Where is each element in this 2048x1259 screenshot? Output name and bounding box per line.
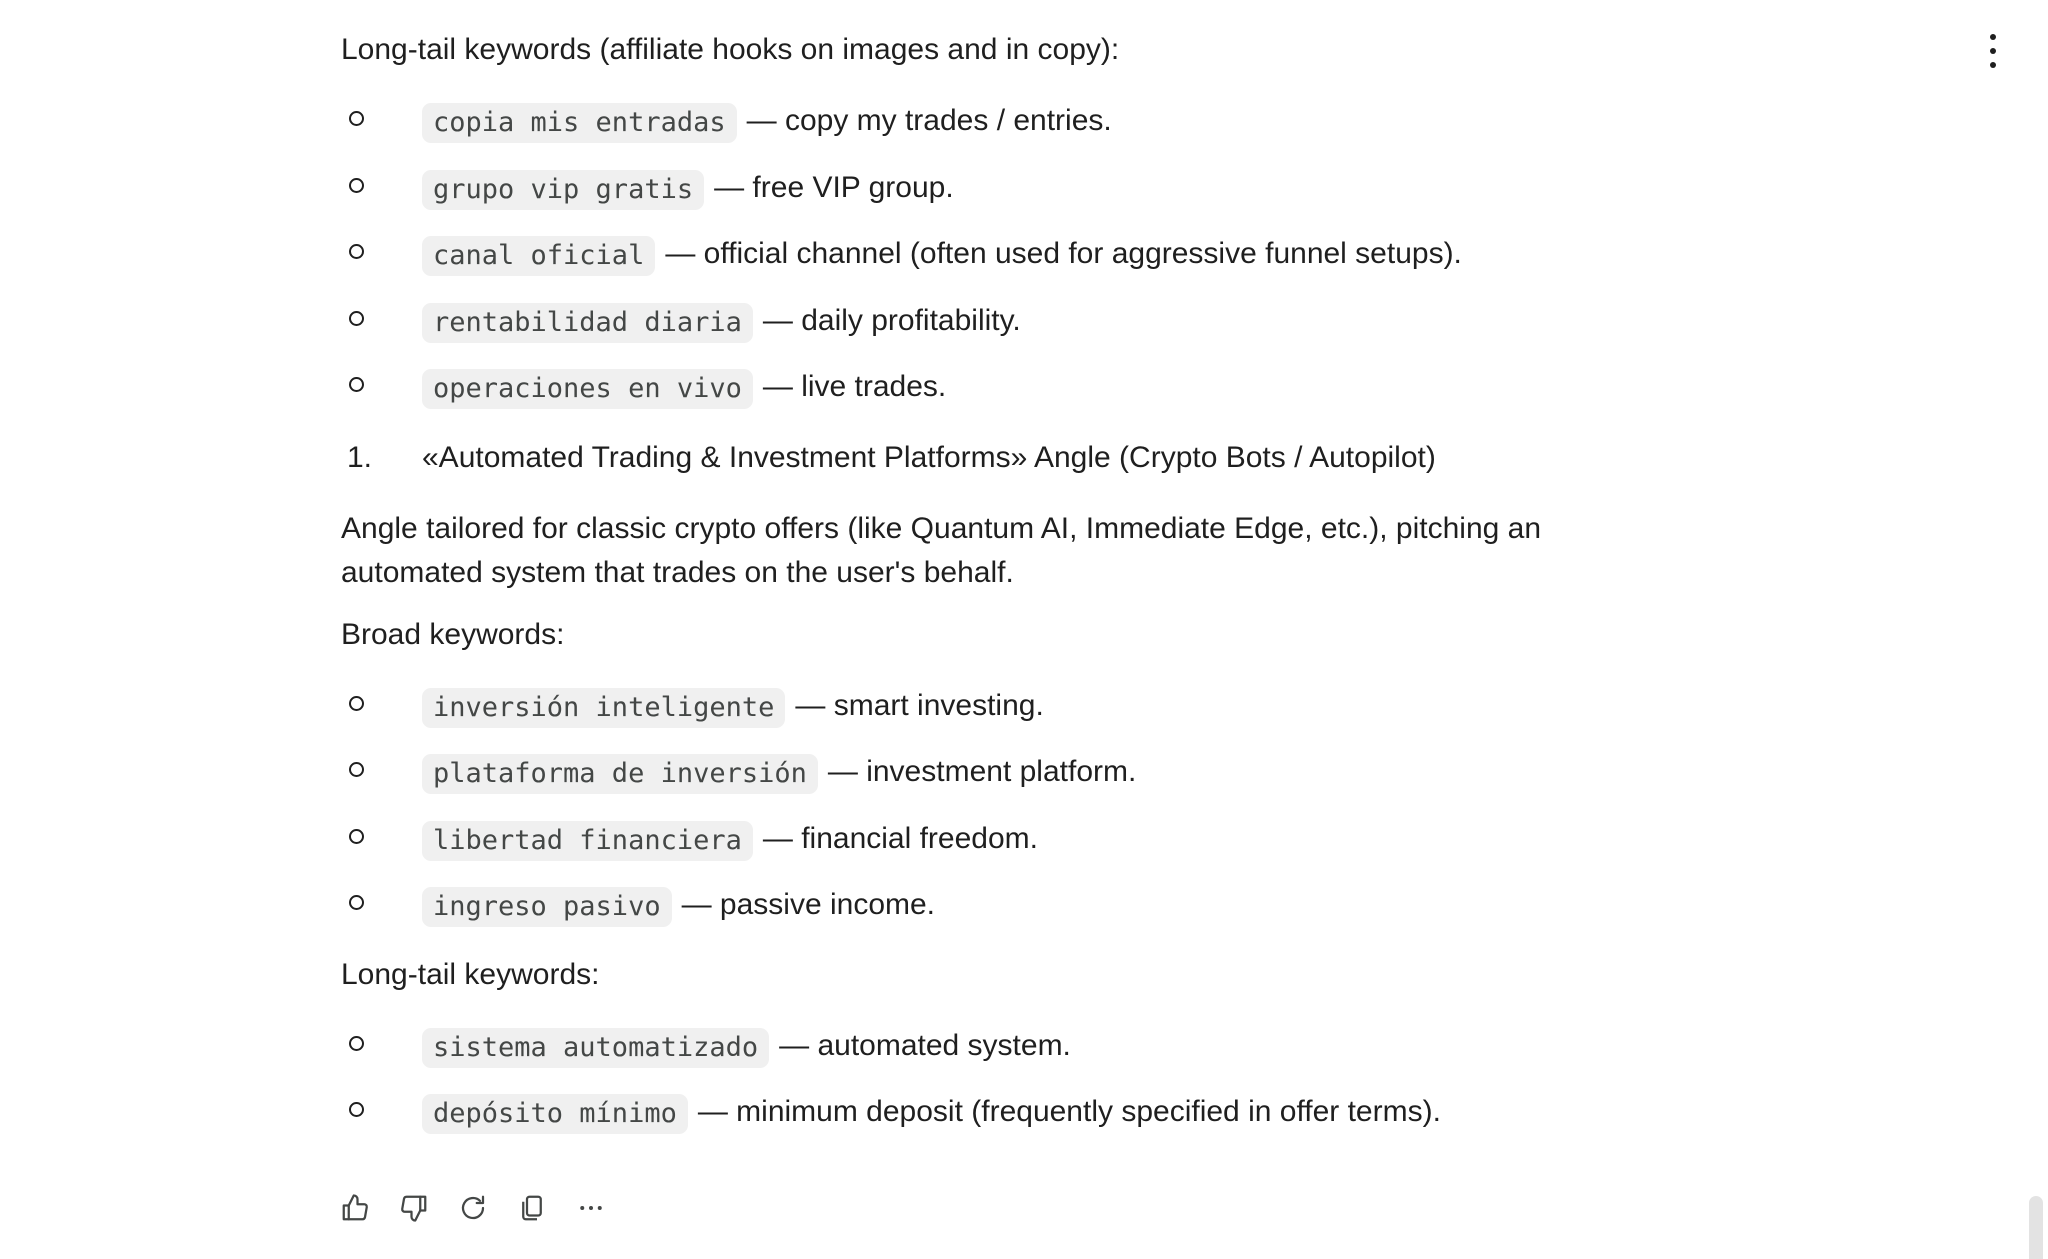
list-item: [341, 88, 1621, 155]
keyword-code: sistema automatizado: [422, 1028, 769, 1068]
response-actions-toolbar: [337, 1190, 632, 1226]
bullet-icon: [349, 178, 364, 193]
keyword-description: — live trades.: [762, 370, 947, 404]
keyword-code: copia mis entradas: [422, 103, 737, 143]
keyword-code: plataforma de inversión: [422, 754, 818, 794]
keyword-description: — automated system.: [779, 1028, 1071, 1062]
keyword-description: — official channel (often used for aggressive funnel setups).: [665, 237, 1462, 271]
keyword-description: — financial freedom.: [762, 821, 1038, 855]
bullet-icon: [349, 829, 364, 844]
keyword-code: inversión inteligente: [422, 688, 785, 728]
more-horizontal-icon: [576, 1193, 606, 1223]
longtail-hooks-list: [341, 88, 1621, 421]
regenerate-button[interactable]: [455, 1190, 491, 1226]
dot-icon: [1990, 48, 1996, 54]
keyword-description: — smart investing.: [795, 688, 1044, 722]
bullet-icon: [349, 244, 364, 259]
copy-icon: [517, 1193, 547, 1223]
list-item: [341, 354, 1621, 421]
list-item: [341, 155, 1621, 222]
bullet-icon: [349, 696, 364, 711]
keyword-code: libertad financiera: [422, 821, 753, 861]
numbered-heading-text: «Automated Trading & Investment Platforms» Angle (Crypto Bots / Autopilot): [422, 440, 1436, 474]
keyword-description: — copy my trades / entries.: [746, 104, 1112, 138]
keyword-description: — daily profitability.: [762, 303, 1021, 337]
list-item: [341, 288, 1621, 355]
bullet-icon: [349, 111, 364, 126]
broad-keywords-list: [341, 673, 1621, 939]
keyword-code: depósito mínimo: [422, 1094, 688, 1134]
longtail-keywords-list: [341, 1013, 1621, 1146]
numbered-heading: [341, 421, 1621, 495]
thumbs-up-button[interactable]: [337, 1190, 373, 1226]
scrollbar-thumb[interactable]: [2029, 1196, 2043, 1259]
refresh-icon: [458, 1193, 488, 1223]
list-item: [341, 673, 1621, 740]
list-item: [341, 221, 1621, 288]
thumbs-down-button[interactable]: [396, 1190, 432, 1226]
more-options-button[interactable]: [573, 1190, 609, 1226]
dot-icon: [1990, 34, 1996, 40]
bullet-icon: [349, 377, 364, 392]
keyword-description: — minimum deposit (frequently specified in offer terms).: [697, 1095, 1441, 1129]
list-item: [341, 1079, 1621, 1146]
keyword-description: — free VIP group.: [714, 170, 954, 204]
longtail-keywords-heading: Long-tail keywords:: [341, 957, 600, 991]
keyword-description: — investment platform.: [827, 755, 1137, 789]
bullet-icon: [349, 762, 364, 777]
dot-icon: [1990, 62, 1996, 68]
keyword-description: — passive income.: [681, 888, 936, 922]
list-item: [341, 739, 1621, 806]
bullet-icon: [349, 311, 364, 326]
keyword-code: canal oficial: [422, 236, 655, 276]
copy-button[interactable]: [514, 1190, 550, 1226]
intro-heading: Long-tail keywords (affiliate hooks on images and in copy):: [341, 33, 1120, 66]
broad-keywords-heading: Broad keywords:: [341, 617, 565, 651]
response-content: [341, 28, 1621, 1146]
keyword-code: ingreso pasivo: [422, 887, 672, 927]
list-item: [341, 872, 1621, 939]
bullet-icon: [349, 895, 364, 910]
numbered-marker: 1.: [347, 440, 373, 474]
more-vertical-button[interactable]: [1978, 30, 2008, 72]
bullet-icon: [349, 1102, 364, 1117]
keyword-code: rentabilidad diaria: [422, 303, 753, 343]
keyword-code: operaciones en vivo: [422, 369, 753, 409]
keyword-code: grupo vip gratis: [422, 170, 704, 210]
thumbs-up-icon: [340, 1193, 370, 1223]
angle-paragraph: Angle tailored for classic crypto offers (like Quantum AI, Immediate Edge, etc.), pitching an automated system that trades on the user's behalf.: [341, 511, 1542, 589]
thumbs-down-icon: [399, 1193, 429, 1223]
list-item: [341, 1013, 1621, 1080]
list-item: [341, 806, 1621, 873]
bullet-icon: [349, 1036, 364, 1051]
